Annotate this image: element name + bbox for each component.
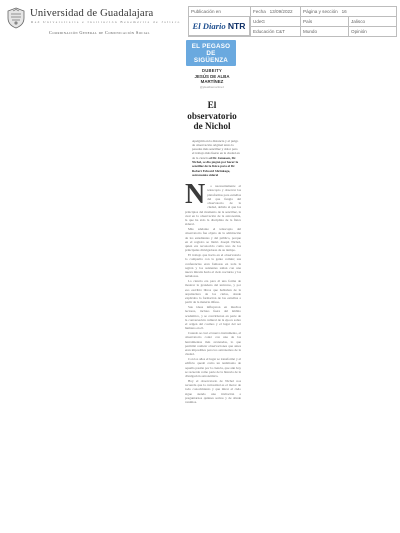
institution-tagline: Red Universitaria e Institución Benemérita de Jalisco [31, 20, 181, 24]
category-opinion: Opinión [349, 27, 397, 37]
publication-label: Publicación en [189, 7, 251, 17]
column-section-header [186, 40, 236, 66]
newspaper-logo: El Diario NTR [192, 21, 246, 31]
section-title-line-2: DE [206, 50, 216, 58]
author-handle: @jdealbamartinez [199, 85, 225, 89]
category-jalisco: Jalisco [349, 17, 397, 27]
paragraph: Hoy el observatorio de Nichol nos recuerda que la curiosidad es el motor de todo conocimiento y que mirar el cielo sigue siendo una invitación a preguntarnos quiénes somos y de dónde venimos. [185, 378, 241, 405]
university-logo [6, 7, 186, 33]
category-pais: País [301, 17, 349, 27]
section-title-line-3: SIGÜENZA [193, 57, 229, 65]
page-section-cell [301, 7, 397, 17]
date-cell [251, 7, 301, 17]
date-value: 13/09/2022 [269, 9, 293, 14]
page-value: 16 [341, 9, 347, 14]
article-headline: El observatorio de Nichol [187, 100, 237, 131]
article-text [185, 179, 242, 405]
article-lede: Apelgrim en la distancia y el pulgo de observación original tanto la pasadas más sencillez y dolor para el trabajo más fuerte en la ciudad en de la ciencia el Dr. Jameson, Dr. Nichol, se dio pugnó por hacer la sencillez de la física para el Dr. Robert Edward Shrinkage, astronomía sideral [192, 138, 240, 177]
office-name: Coordinación General de Comunicación Social [49, 30, 150, 35]
category-udeg: UdeG [251, 17, 301, 27]
paragraph: Sus ideas influyeron en muchos lectores, incluso fuera del ámbito académico, y se convirtieron en parte de la conversación cultural de la época sobre el origen del cosmos y el lugar del ser humano en él. [185, 305, 241, 331]
page-section-label: Página y sección [303, 9, 338, 14]
category-mundo: Mundo [301, 27, 349, 37]
newspaper-logo-cell [188, 16, 250, 36]
drop-cap: N [185, 179, 206, 211]
university-seal-icon [6, 7, 26, 29]
newspaper-clipping [182, 40, 242, 523]
paragraph: Más adelante el telescopio del observatorio fue objeto de la admiración de los estudiantes y del público, porque en el registro se llamó Joseph Nichol, quien era reconocido como uno de los principales divulgadores de su tiempo. [185, 227, 241, 253]
paragraph: o necesariamente el telescopio y observar las plataformas para estrellas del que fungía del observatorio de la ciudad, debido al que los principios del momento de la sencillez, la cual en la observación de la astronomía, la que ha sido la disciplina de la física sideral. [185, 184, 241, 227]
paragraph: Cuando se creó el nuevo instrumento, el observatorio contó con una de las herramientas más avanzadas, lo que permitió realizar observaciones que antes eran imposibles para los astrónomos de la ciudad. [185, 331, 242, 357]
author-name: JESÚS DE ALBA MARTÍNEZ [194, 74, 230, 84]
column-label: DUBEITY [201, 68, 223, 73]
paragraph: El trabajo que hacía en el observatorio lo compartía con la gente común; sus conferencias eran famosas en toda la región y los asistentes salían con una nueva mirada hacia el cielo nocturno y las nebulosas. [185, 253, 241, 279]
paragraph: La ciencia era para él una forma de mostrar la grandeza del universo, y por eso escribió libros que hablaban de la arquitectura de los cielos, donde explicaba la formación de las estrellas a partir de la materia difusa. [185, 279, 241, 305]
article-body [185, 179, 242, 405]
section-title-line-1: EL PEGASO [191, 43, 231, 50]
date-label: Fecha [253, 9, 266, 14]
institution-name: Universidad de Guadalajara [30, 8, 154, 19]
paragraph: Con los años el lugar se transformó y el edificio quedó como un testimonio de aquella pasión por la ciencia, que aún hoy se recuerda como parte de la historia de la divulgación astronómica. [185, 357, 241, 379]
category-educacion: Educación C&T [251, 27, 301, 37]
